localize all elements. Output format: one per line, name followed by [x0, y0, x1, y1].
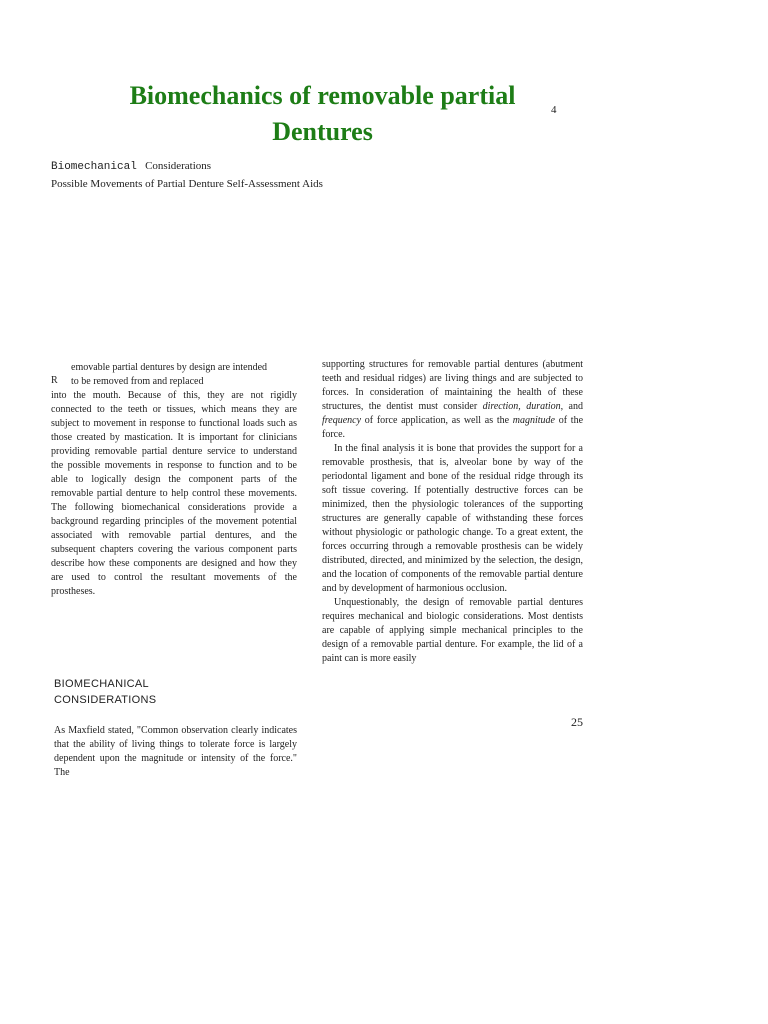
chapter-number: 4	[551, 104, 557, 116]
document-title	[100, 78, 545, 150]
section-heading	[54, 676, 254, 708]
right-paragraph-2: In the final analysis it is bone that provides the support for a removable prosthesis, that is, alveolar bone by way of the periodontal ligament and bone of the residual ridge through its soft tissue covering. If potentially destructive forces can be minimized, then the physiologic tolerances of the supporting structures are generally capable of withstanding these forces without physiologic or pathologic change. To a great extent, the forces occurring through a removable prosthesis can be widely distributed, directed, and minimized by the selection, the design, and the location of components of the removable partial denture and by development of harmonious occlusion.	[322, 443, 583, 594]
section-heading-line-1: BIOMECHANICAL	[54, 678, 149, 690]
subheading	[51, 158, 211, 175]
aids-line: Possible Movements of Partial Denture Self-Assessment Aids	[51, 178, 323, 190]
p1-and: and	[563, 401, 583, 412]
subheading-rest: Considerations	[145, 160, 212, 172]
p1-italic-frequency: frequency	[322, 415, 362, 426]
p1-start: supporting structures for removable partial dentures (abutment teeth and residual ridges) are living things and are subjected to forces. In consideration of maintaining the health of these structures, the dentist must consider	[322, 359, 583, 412]
section-heading-line-2: CONSIDERATIONS	[54, 694, 157, 706]
left-second-line: to be removed from and replaced	[71, 376, 204, 387]
p1-italic-direction-duration: direction, duration,	[482, 401, 564, 412]
right-paragraph-1	[322, 358, 583, 442]
title-line-2: Dentures	[272, 117, 373, 146]
page-number: 25	[571, 715, 583, 729]
p1-end: of the force.	[322, 415, 584, 440]
left-first-line: emovable partial dentures by design are intended	[71, 362, 268, 373]
left-body: into the mouth. Because of this, they are not rigidly connected to the teeth or tissues, which means they are subject to movement in response to functional loads such as those created by mastication. It is important for clinicians providing removable partial denture service to understand the possible movements in response to function and to be able to logically design the component parts of the removable partial denture to help control these movements. The following biomechanical considerations provide a background regarding principles of the movement potential associated with removable partial dentures, and the subsequent chapters covering the various component parts describe how these components are designed and how they are used to control the resultant movements of the prostheses.	[51, 390, 297, 597]
p1-mid: of force application, as well as the	[361, 415, 513, 426]
right-column	[322, 358, 583, 666]
drop-cap: R	[51, 375, 58, 386]
left-column	[51, 361, 297, 599]
maxfield-paragraph	[54, 714, 297, 790]
maxfield-text: As Maxfield stated, "Common observation clearly indicates that the ability of living things to tolerate force is largely dependent upon the magnitude or intensity of the force." The	[54, 725, 297, 778]
title-line-1: Biomechanics of removable partial	[129, 81, 516, 110]
subheading-mono: Biomechanical	[51, 161, 137, 173]
p1-italic-magnitude: magnitude	[512, 415, 555, 426]
right-paragraph-3: Unquestionably, the design of removable partial dentures requires mechanical and biologic considerations. Most dentists are capable of applying simple mechanical principles to the design of a removable partial denture. For example, the lid of a paint can is more easily	[322, 597, 583, 664]
